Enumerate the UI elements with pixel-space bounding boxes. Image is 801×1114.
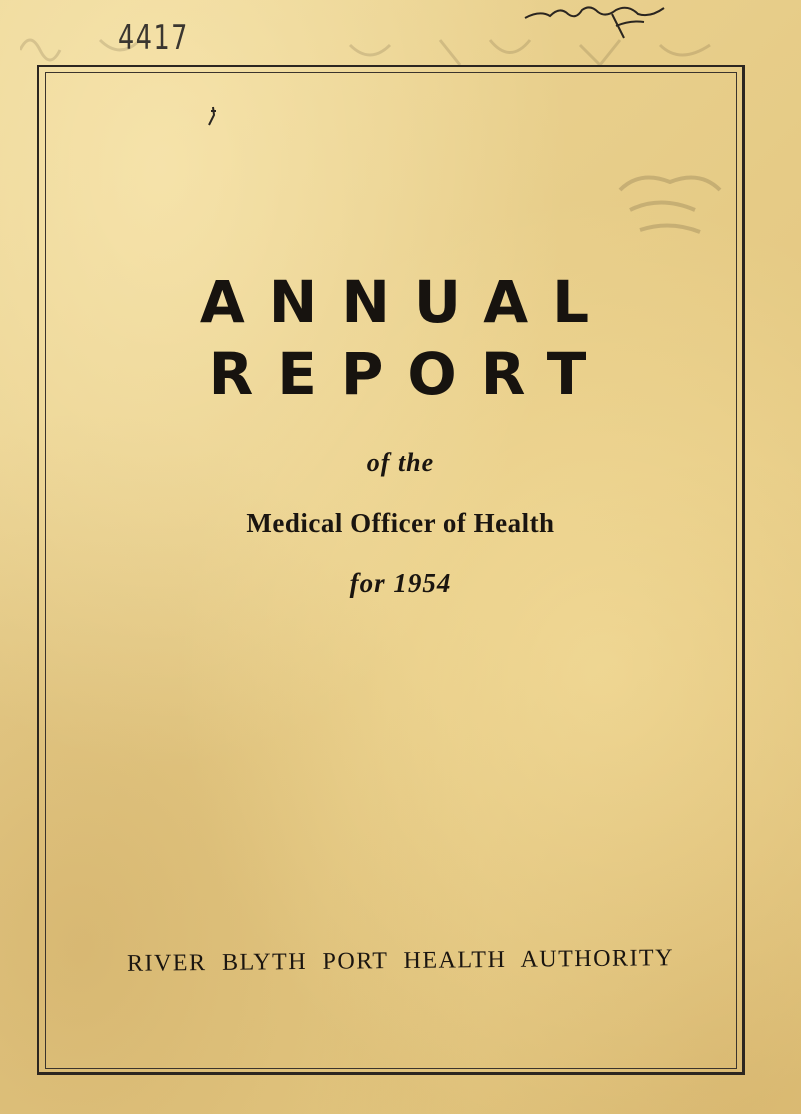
- handwritten-reference-number: 4417: [118, 18, 189, 58]
- ink-mark-icon: [205, 105, 219, 127]
- handwritten-signature: [520, 0, 670, 42]
- subtitle-officer: Medical Officer of Health: [246, 508, 555, 538]
- subtitle-of-the: of the: [366, 448, 435, 477]
- report-year: for 1954: [349, 568, 452, 598]
- authority-name: RIVER BLYTH PORT HEALTH AUTHORITY: [126, 945, 675, 977]
- faded-library-stamp: [600, 160, 730, 250]
- title-report: REPORT: [208, 340, 611, 408]
- title-annual: ANNUAL: [199, 268, 614, 336]
